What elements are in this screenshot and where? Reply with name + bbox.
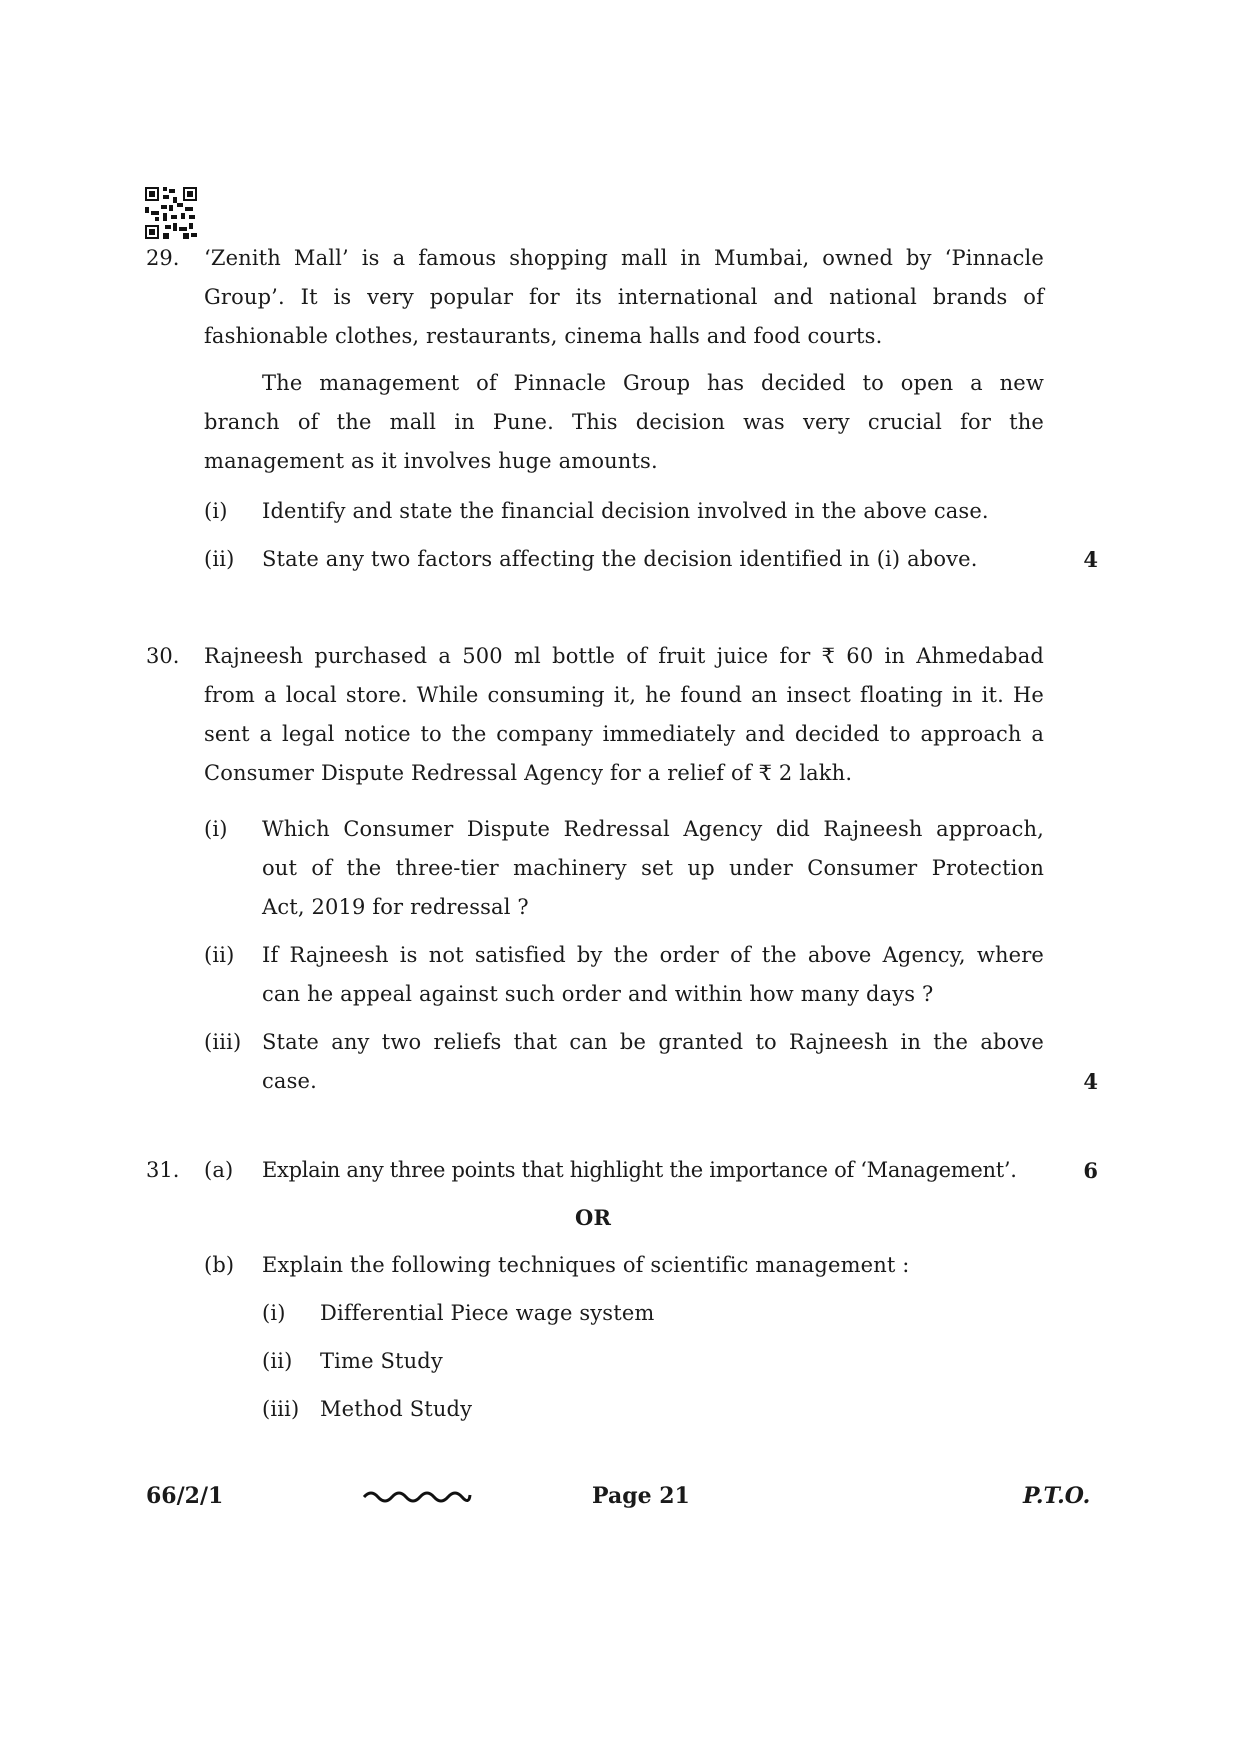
sub-part-label: (iii)	[262, 1397, 300, 1421]
q30-paragraph	[204, 637, 1044, 793]
text-line: ‘Zenith Mall’ is a famous shopping mall in Mumbai, owned by ‘Pinnacle	[204, 246, 1044, 270]
sub-question-label: (i)	[204, 499, 228, 523]
pto-label: P.T.O.	[1023, 1483, 1091, 1509]
sub-part-label: (ii)	[262, 1349, 293, 1373]
sub-question-label: (i)	[204, 817, 228, 841]
text-line: fashionable clothes, restaurants, cinema halls and food courts.	[204, 324, 883, 348]
text-line: branch of the mall in Pune. This decision was very crucial for the	[204, 410, 1044, 434]
sub-part-label: (i)	[262, 1301, 286, 1325]
sub-question-label: (iii)	[204, 1030, 242, 1054]
sub-question-text: State any two factors affecting the decision identified in (i) above.	[262, 547, 978, 571]
paper-code: 66/2/1	[146, 1483, 224, 1509]
sub-question-label: (b)	[204, 1253, 235, 1277]
text-line: management as it involves huge amounts.	[204, 449, 658, 473]
q29-paragraph-2	[204, 364, 1044, 481]
text-line: case.	[262, 1069, 317, 1093]
sub-question-label: (a)	[204, 1158, 234, 1182]
text-line: If Rajneesh is not satisfied by the order of the above Agency, where	[262, 943, 1044, 967]
wave-ornament-icon	[362, 1486, 472, 1508]
sub-part-text: Method Study	[320, 1397, 473, 1421]
sub-question-text	[262, 810, 1044, 927]
page-number: Page 21	[592, 1483, 690, 1509]
text-line: can he appeal against such order and within how many days ?	[262, 982, 934, 1006]
question-number: 31.	[146, 1158, 180, 1182]
sub-part-text: Time Study	[320, 1349, 443, 1373]
text-line: Consumer Dispute Redressal Agency for a relief of ₹ 2 lakh.	[204, 761, 853, 785]
marks-label: 4	[1083, 1069, 1098, 1094]
or-separator: OR	[575, 1205, 612, 1230]
text-line: out of the three-tier machinery set up under Consumer Protection	[262, 856, 1044, 880]
question-number: 29.	[146, 246, 180, 270]
text-line: Rajneesh purchased a 500 ml bottle of fruit juice for ₹ 60 in Ahmedabad	[204, 644, 1044, 668]
sub-question-label: (ii)	[204, 943, 235, 967]
qr-code-icon	[145, 187, 197, 239]
q29-paragraph-1	[204, 239, 1044, 356]
marks-label: 4	[1083, 547, 1098, 572]
sub-question-text	[262, 936, 1044, 1014]
sub-question-text: Explain any three points that highlight the importance of ‘Management’.	[262, 1158, 1017, 1182]
text-line: Which Consumer Dispute Redressal Agency did Rajneesh approach,	[262, 817, 1044, 841]
sub-part-text: Differential Piece wage system	[320, 1301, 655, 1325]
sub-question-text	[262, 1023, 1044, 1101]
question-number: 30.	[146, 644, 180, 668]
sub-question-label: (ii)	[204, 547, 235, 571]
text-line: from a local store. While consuming it, he found an insect floating in it. He	[204, 683, 1044, 707]
marks-label: 6	[1083, 1158, 1098, 1183]
text-line: sent a legal notice to the company immediately and decided to approach a	[204, 722, 1044, 746]
sub-question-text: Explain the following techniques of scientific management :	[262, 1253, 910, 1277]
text-line: Group’. It is very popular for its international and national brands of	[204, 285, 1044, 309]
text-line: The management of Pinnacle Group has decided to open a new	[262, 371, 1044, 395]
text-line: Act, 2019 for redressal ?	[262, 895, 529, 919]
sub-question-text: Identify and state the financial decision involved in the above case.	[262, 499, 989, 523]
text-line: State any two reliefs that can be granted to Rajneesh in the above	[262, 1030, 1044, 1054]
